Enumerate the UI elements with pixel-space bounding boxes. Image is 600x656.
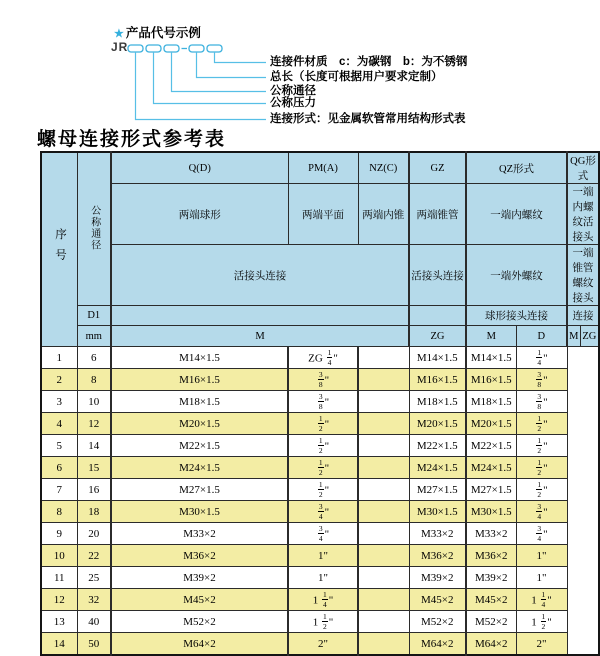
cell-seq: 7 xyxy=(41,479,77,501)
cell-qg_zg: $\frac{3}{4}$ " xyxy=(516,523,567,545)
cell-m: M24×1.5 xyxy=(111,457,288,479)
cell-qz_m xyxy=(358,523,409,545)
cell-m: M20×1.5 xyxy=(111,413,288,435)
cell-dn: 6 xyxy=(77,347,111,369)
cell-qg_zg: $\frac{1}{2}$ " xyxy=(516,435,567,457)
cell-qg_zg: $\frac{1}{2}$ " xyxy=(516,457,567,479)
callout-line xyxy=(215,52,267,63)
fraction: $\frac{1}{2}$ xyxy=(318,413,323,433)
cell-dn: 40 xyxy=(77,611,111,633)
fraction: $\frac{3}{8}$ xyxy=(318,369,323,389)
cell-qz_m xyxy=(358,633,409,656)
fraction: $\frac{1}{4}$ xyxy=(323,589,327,609)
header-qg-m: M xyxy=(567,326,580,347)
cell-qg_zg: $\frac{3}{4}$ " xyxy=(516,501,567,523)
header-union-connection: 活接头连接 xyxy=(111,245,409,306)
header-qz-m: M xyxy=(466,326,516,347)
fraction: $\frac{1}{2}$ xyxy=(537,413,542,433)
cell-qg_zg: 1" xyxy=(516,567,567,589)
header-qg-zg: ZG xyxy=(580,326,599,347)
cell-qz_m xyxy=(358,589,409,611)
fraction: $\frac{1}{2}$ xyxy=(537,457,542,477)
cell-m: M45×2 xyxy=(111,589,288,611)
cell-qg_m: M22×1.5 xyxy=(466,435,516,457)
cell-seq: 10 xyxy=(41,545,77,567)
cell-qz_m xyxy=(358,413,409,435)
star-icon: ★ xyxy=(114,28,124,40)
header-qg-desc1: 一端内螺纹活接头 xyxy=(567,184,599,245)
cell-zg: 1" xyxy=(288,567,358,589)
cell-m: M36×2 xyxy=(111,545,288,567)
cell-dn: 32 xyxy=(77,589,111,611)
cell-m: M64×2 xyxy=(111,633,288,656)
cell-qz_m xyxy=(358,479,409,501)
cell-qg_m: M36×2 xyxy=(466,545,516,567)
fraction: $\frac{3}{8}$ xyxy=(318,391,323,411)
table-row xyxy=(41,347,599,369)
header-type-nz: NZ(C) xyxy=(358,152,409,184)
table-row xyxy=(41,523,599,545)
cell-seq: 11 xyxy=(41,567,77,589)
cell-qg_zg: $\frac{1}{2}$ " xyxy=(516,479,567,501)
cell-zg: $\frac{3}{4}$ " xyxy=(288,523,358,545)
cell-seq: 2 xyxy=(41,369,77,391)
cell-dn: 8 xyxy=(77,369,111,391)
code-box xyxy=(207,45,222,52)
header-nominal-diameter: 公称通径 xyxy=(77,152,111,306)
product-code-prefix: JR xyxy=(111,40,129,54)
cell-dn: 50 xyxy=(77,633,111,656)
cell-m: M14×1.5 xyxy=(111,347,288,369)
cell-zg: $\frac{3}{4}$ " xyxy=(288,501,358,523)
cell-qz_m xyxy=(358,391,409,413)
callout-label-material: 连接件材质 c：为碳钢 b：为不锈钢 xyxy=(270,56,468,68)
header-empty-cell xyxy=(409,306,466,326)
fraction: $\frac{3}{8}$ xyxy=(537,369,542,389)
cell-qz_m xyxy=(358,457,409,479)
cell-qg_m: M33×2 xyxy=(466,523,516,545)
fraction: $\frac{3}{4}$ xyxy=(318,523,323,543)
cell-seq: 9 xyxy=(41,523,77,545)
nut-connection-table xyxy=(40,151,600,656)
cell-m: M18×1.5 xyxy=(111,391,288,413)
header-type-q: Q(D) xyxy=(111,152,288,184)
cell-qg_m: M45×2 xyxy=(466,589,516,611)
cell-seq: 12 xyxy=(41,589,77,611)
fraction: $\frac{1}{4}$ xyxy=(537,347,542,367)
cell-zg: $\frac{3}{8}$ " xyxy=(288,369,358,391)
cell-qg_m: M14×1.5 xyxy=(466,347,516,369)
cell-qg_zg: 1" xyxy=(516,545,567,567)
callout-label-pressure: 公称压力 xyxy=(270,97,316,109)
cell-dn: 16 xyxy=(77,479,111,501)
cell-qz_m xyxy=(358,435,409,457)
header-qz-desc1: 一端内螺纹 xyxy=(466,184,567,245)
cell-qg_m: M20×1.5 xyxy=(466,413,516,435)
cell-m: M22×1.5 xyxy=(111,435,288,457)
table-row xyxy=(41,545,599,567)
code-box xyxy=(164,45,179,52)
cell-qz_d: M18×1.5 xyxy=(409,391,466,413)
cell-m: M52×2 xyxy=(111,611,288,633)
table-row xyxy=(41,391,599,413)
header-qz-d: D xyxy=(516,326,567,347)
table-row xyxy=(41,633,599,656)
header-pm-desc: 两端平面 xyxy=(288,184,358,245)
cell-qz_m xyxy=(358,611,409,633)
header-zg-label: ZG xyxy=(409,326,466,347)
code-box xyxy=(128,45,143,52)
cell-zg: ZG $\frac{1}{4}$ " xyxy=(288,347,358,369)
cell-qg_m: M64×2 xyxy=(466,633,516,656)
header-seq: 序号 xyxy=(41,152,77,347)
cell-dn: 22 xyxy=(77,545,111,567)
table-body xyxy=(41,347,599,656)
callout-line xyxy=(172,52,267,92)
callout-label-length: 总长（长度可根据用户要求定制） xyxy=(270,71,443,83)
cell-qg_m: M27×1.5 xyxy=(466,479,516,501)
cell-qg_zg: 2" xyxy=(516,633,567,656)
table-row xyxy=(41,589,599,611)
cell-zg: $\frac{1}{2}$ " xyxy=(288,413,358,435)
cell-seq: 6 xyxy=(41,457,77,479)
cell-zg: $\frac{1}{2}$ " xyxy=(288,457,358,479)
diagram-heading xyxy=(114,23,201,41)
cell-qg_m: M39×2 xyxy=(466,567,516,589)
cell-qg_zg: $\frac{3}{8}$ " xyxy=(516,391,567,413)
cell-qz_d: M30×1.5 xyxy=(409,501,466,523)
table-row xyxy=(41,567,599,589)
cell-seq: 8 xyxy=(41,501,77,523)
cell-seq: 14 xyxy=(41,633,77,656)
fraction: $\frac{3}{4}$ xyxy=(537,523,542,543)
cell-dn: 18 xyxy=(77,501,111,523)
cell-qz_d: M64×2 xyxy=(409,633,466,656)
cell-qg_m: M24×1.5 xyxy=(466,457,516,479)
header-qg-connection: 连接 xyxy=(567,306,599,326)
cell-qg_m: M16×1.5 xyxy=(466,369,516,391)
fraction: $\frac{1}{2}$ xyxy=(541,611,546,631)
fraction: $\frac{3}{4}$ xyxy=(318,501,323,521)
cell-zg: $\frac{1}{2}$ " xyxy=(288,435,358,457)
cell-qz_d: M27×1.5 xyxy=(409,479,466,501)
cell-qz_d: M22×1.5 xyxy=(409,435,466,457)
cell-qz_d: M16×1.5 xyxy=(409,369,466,391)
cell-dn: 20 xyxy=(77,523,111,545)
cell-zg: $\frac{1}{2}$ " xyxy=(288,479,358,501)
cell-dn: 12 xyxy=(77,413,111,435)
header-m-label: M xyxy=(111,326,409,347)
cell-seq: 4 xyxy=(41,413,77,435)
callout-label-diameter: 公称通径 xyxy=(270,85,316,97)
table-row xyxy=(41,435,599,457)
cell-dn: 10 xyxy=(77,391,111,413)
cell-seq: 3 xyxy=(41,391,77,413)
cell-qg_m: M18×1.5 xyxy=(466,391,516,413)
header-qz-desc2: 一端外螺纹 xyxy=(466,245,567,306)
cell-seq: 13 xyxy=(41,611,77,633)
cell-m: M33×2 xyxy=(111,523,288,545)
fraction: $\frac{1}{2}$ xyxy=(323,611,327,631)
callout-label-connection: 连接形式：见金属软管常用结构形式表 xyxy=(270,113,466,125)
cell-qz_m xyxy=(358,369,409,391)
cell-zg: 2" xyxy=(288,633,358,656)
cell-qg_zg: $\frac{3}{8}$ " xyxy=(516,369,567,391)
table-row xyxy=(41,611,599,633)
fraction: $\frac{1}{2}$ xyxy=(537,479,542,499)
cell-dn: 25 xyxy=(77,567,111,589)
fraction: $\frac{1}{2}$ xyxy=(318,457,323,477)
code-box xyxy=(146,45,161,52)
header-qg-desc2: 一端锥管螺纹接头 xyxy=(567,245,599,306)
cell-qz_d: M14×1.5 xyxy=(409,347,466,369)
fraction: $\frac{1}{2}$ xyxy=(318,435,323,455)
cell-dn: 14 xyxy=(77,435,111,457)
fraction: $\frac{1}{2}$ xyxy=(318,479,323,499)
table-row xyxy=(41,413,599,435)
callout-line xyxy=(197,52,267,78)
cell-qz_d: M52×2 xyxy=(409,611,466,633)
fraction: $\frac{1}{4}$ xyxy=(541,589,546,609)
cell-qz_m xyxy=(358,545,409,567)
cell-zg: 1 $\frac{1}{4}$ " xyxy=(288,589,358,611)
cell-qz_d: M24×1.5 xyxy=(409,457,466,479)
cell-m: M27×1.5 xyxy=(111,479,288,501)
cell-m: M39×2 xyxy=(111,567,288,589)
cell-qz_m xyxy=(358,501,409,523)
fraction: $\frac{3}{4}$ xyxy=(537,501,542,521)
header-type-qg: QG形式 xyxy=(567,152,599,184)
cell-qg_zg: 1 $\frac{1}{2}$ " xyxy=(516,611,567,633)
cell-qg_zg: 1 $\frac{1}{4}$ " xyxy=(516,589,567,611)
cell-qz_d: M20×1.5 xyxy=(409,413,466,435)
table-title: 螺母连接形式参考表 xyxy=(37,128,227,150)
cell-qz_m xyxy=(358,347,409,369)
cell-qg_m: M30×1.5 xyxy=(466,501,516,523)
cell-zg: $\frac{3}{8}$ " xyxy=(288,391,358,413)
table-row xyxy=(41,457,599,479)
cell-zg: 1" xyxy=(288,545,358,567)
header-type-gz: GZ xyxy=(409,152,466,184)
cell-qz_m xyxy=(358,567,409,589)
cell-m: M16×1.5 xyxy=(111,369,288,391)
diagram-heading-text: 产品代号示例 xyxy=(125,26,201,40)
header-gz-desc: 两端锥管 xyxy=(409,184,466,245)
header-nz-desc: 两端内锥 xyxy=(358,184,409,245)
header-qz-connection: 球形接头连接 xyxy=(466,306,567,326)
cell-m: M30×1.5 xyxy=(111,501,288,523)
table-row xyxy=(41,479,599,501)
cell-qg_zg: $\frac{1}{2}$ " xyxy=(516,413,567,435)
header-mm: mm xyxy=(77,326,111,347)
header-type-qz: QZ形式 xyxy=(466,152,567,184)
fraction: $\frac{1}{4}$ xyxy=(327,347,332,367)
code-box xyxy=(189,45,204,52)
fraction: $\frac{3}{8}$ xyxy=(537,391,542,411)
cell-seq: 5 xyxy=(41,435,77,457)
cell-qz_d: M36×2 xyxy=(409,545,466,567)
cell-seq: 1 xyxy=(41,347,77,369)
cell-qz_d: M33×2 xyxy=(409,523,466,545)
header-gz-connection: 活接头连接 xyxy=(409,245,466,306)
fraction: $\frac{1}{2}$ xyxy=(537,435,542,455)
header-q-desc: 两端球形 xyxy=(111,184,288,245)
cell-qg_m: M52×2 xyxy=(466,611,516,633)
header-d1: D1 xyxy=(77,306,111,326)
cell-qg_zg: $\frac{1}{4}$ " xyxy=(516,347,567,369)
header-empty-cell xyxy=(111,306,409,326)
header-type-pm: PM(A) xyxy=(288,152,358,184)
table-row xyxy=(41,369,599,391)
cell-dn: 15 xyxy=(77,457,111,479)
cell-qz_d: M45×2 xyxy=(409,589,466,611)
table-row xyxy=(41,501,599,523)
cell-qz_d: M39×2 xyxy=(409,567,466,589)
cell-zg: 1 $\frac{1}{2}$ " xyxy=(288,611,358,633)
